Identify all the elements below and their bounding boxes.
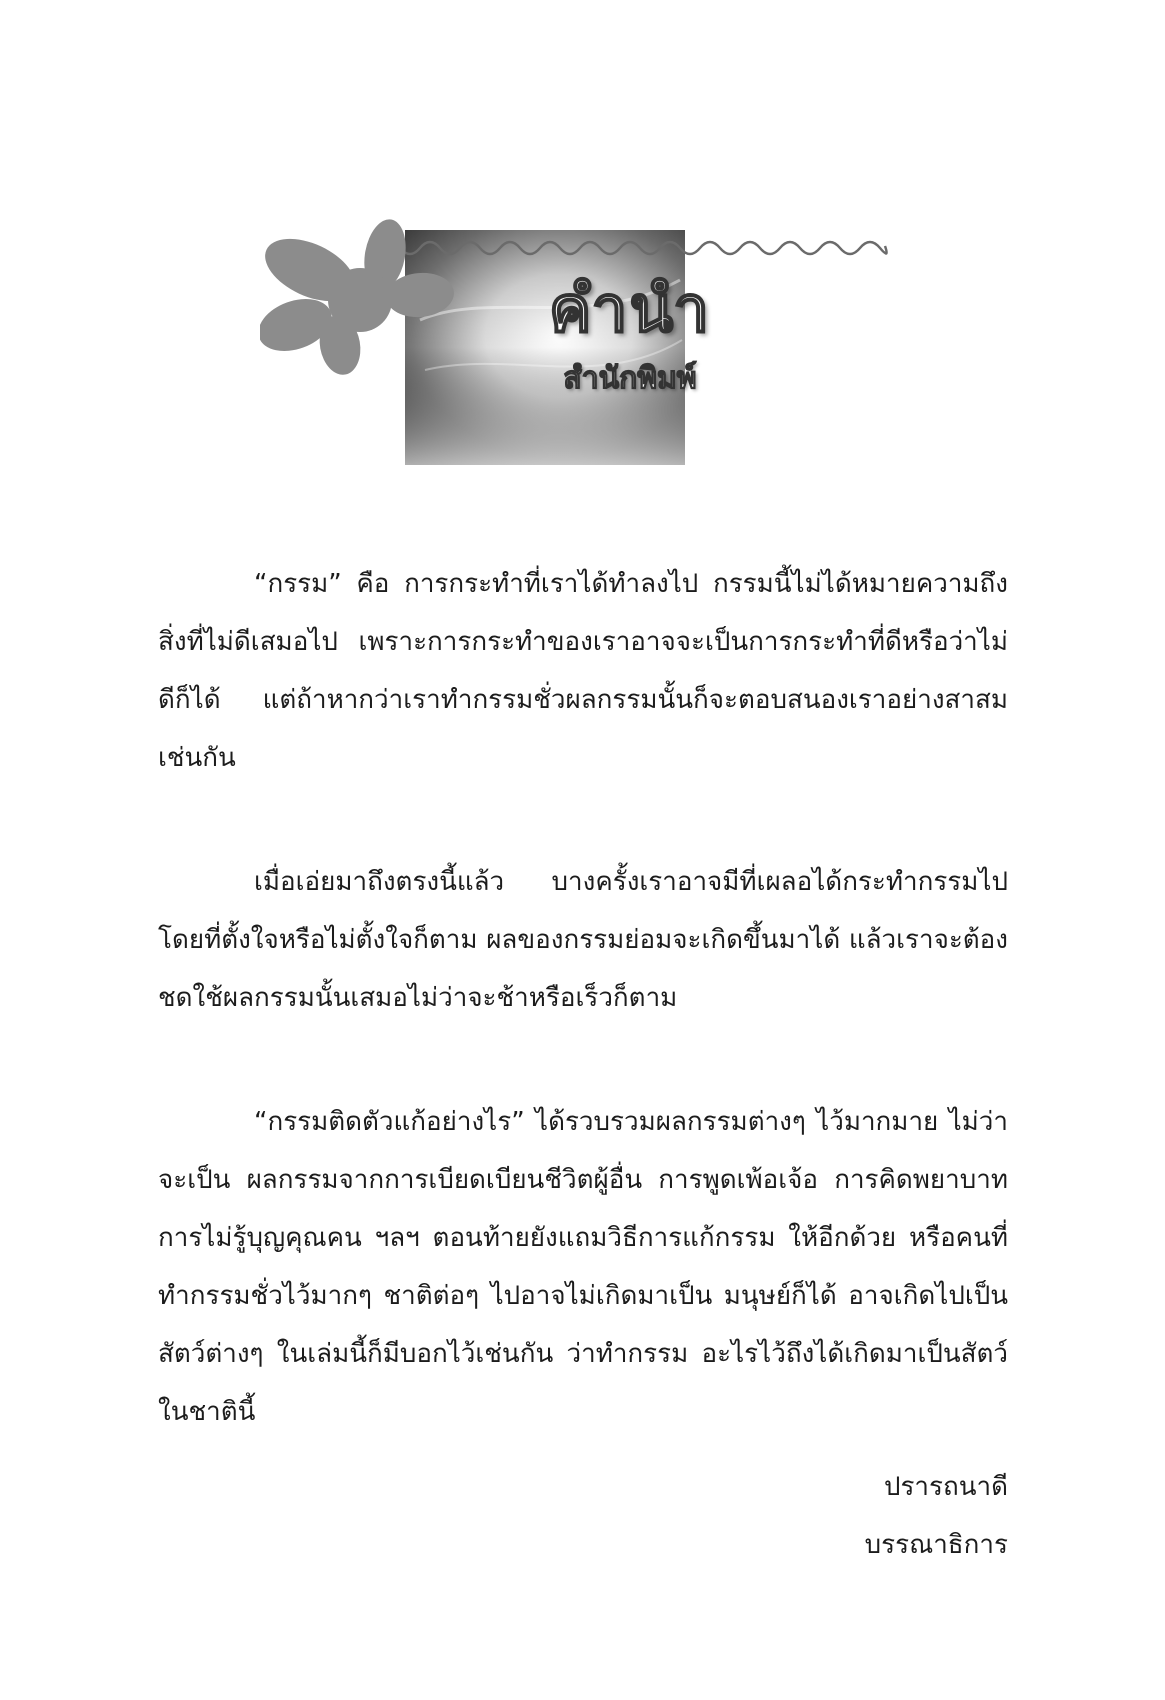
paragraph-2: เมื่อเอ่ยมาถึงตรงนี้แล้ว บางครั้งเราอาจมีที่เผลอได้กระทำกรรมไปโดยที่ตั้งใจหรือไม่ตั้งใจก็ตาม ผลของกรรมย่อมจะเกิดขึ้นมาได้ แล้วเราจะต้องชดใช้ผลกรรมนั้นเสมอไม่ว่าจะช้าหรือเร็วก็ตาม xyxy=(158,867,1008,1013)
page-title: คำนำ xyxy=(548,273,712,347)
paragraph-3: “กรรมติดตัวแก้อย่างไร” ได้รวบรวมผลกรรมต่างๆ ไว้มากมาย ไม่ว่าจะเป็น ผลกรรมจากการเบียดเบียนชีวิตผู้อื่น การพูดเพ้อเจ้อ การคิดพยาบาท การไม่รู้บุญคุณคน ฯลฯ ตอนท้ายยังแถมวิธีการแก้กรรม ให้อีกด้วย หรือคนที่ทำกรรมชั่วไว้มากๆ ชาติต่อๆ ไปอาจไม่เกิดมาเป็น มนุษย์ก็ได้ อาจเกิดไปเป็นสัตว์ต่างๆ ในเล่มนี้ก็มีบอกไว้เช่นกัน ว่าทำกรรม อะไรไว้ถึงได้เกิดมาเป็นสัตว์ในชาตินี้ xyxy=(158,1107,1008,1427)
paragraph-1: “กรรม” คือ การกระทำที่เราได้ทำลงไป กรรมนี้ไม่ได้หมายความถึงสิ่งที่ไม่ดีเสมอไป เพราะการกระทำของเราอาจจะเป็นการกระทำที่ดีหรือว่าไม่ดีก็ได้ แต่ถ้าหากว่าเราทำกรรมชั่วผลกรรมนั้นก็จะตอบสนองเราอย่างสาสมเช่นกัน xyxy=(158,569,1008,773)
body-text xyxy=(158,555,1008,1507)
signoff-closing: ปรารถนาดี xyxy=(883,1472,1008,1502)
signoff xyxy=(865,1458,1008,1574)
signoff-author: บรรณาธิการ xyxy=(864,1530,1008,1560)
header-banner xyxy=(260,200,900,470)
page-subtitle: สำนักพิมพ์ xyxy=(563,361,697,396)
